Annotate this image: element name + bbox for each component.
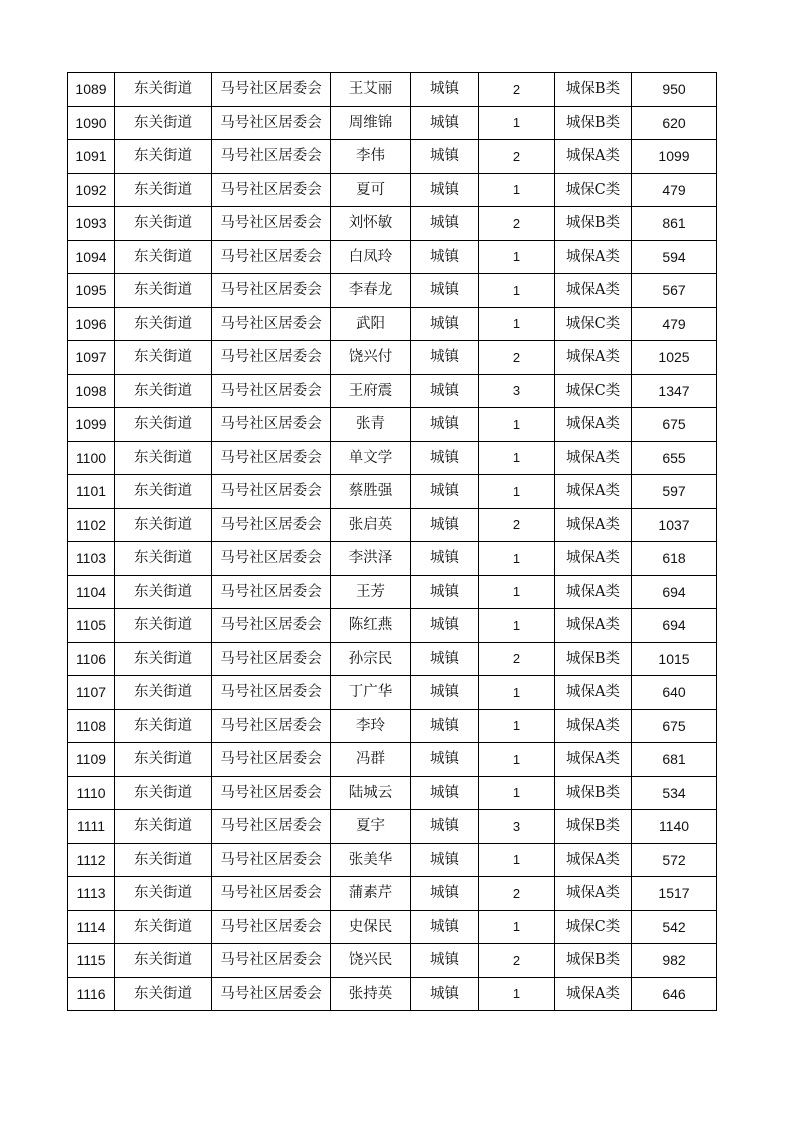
row-number-cell: 1097: [68, 341, 115, 375]
subdistrict-cell: 东关街道: [115, 508, 212, 542]
name-cell: 饶兴民: [331, 944, 411, 978]
area-type-cell: 城镇: [411, 441, 479, 475]
amount-cell: 479: [632, 307, 717, 341]
household-size-cell: 1: [479, 106, 555, 140]
name-cell: 饶兴付: [331, 341, 411, 375]
table-row: [68, 73, 717, 107]
community-cell: 马号社区居委会: [212, 575, 331, 609]
row-number-cell: 1105: [68, 609, 115, 643]
area-type-cell: 城镇: [411, 743, 479, 777]
row-number-cell: 1102: [68, 508, 115, 542]
household-size-cell: 1: [479, 441, 555, 475]
name-cell: 张青: [331, 408, 411, 442]
category-cell: 城保A类: [555, 140, 632, 174]
table-row: [68, 307, 717, 341]
category-cell: 城保A类: [555, 977, 632, 1011]
row-number-cell: 1113: [68, 877, 115, 911]
table-row: [68, 977, 717, 1011]
amount-cell: 618: [632, 542, 717, 576]
name-cell: 武阳: [331, 307, 411, 341]
subdistrict-cell: 东关街道: [115, 307, 212, 341]
subdistrict-cell: 东关街道: [115, 944, 212, 978]
household-size-cell: 3: [479, 374, 555, 408]
table-row: [68, 441, 717, 475]
household-size-cell: 2: [479, 877, 555, 911]
community-cell: 马号社区居委会: [212, 106, 331, 140]
category-cell: 城保B类: [555, 642, 632, 676]
table-row: [68, 609, 717, 643]
household-size-cell: 1: [479, 475, 555, 509]
community-cell: 马号社区居委会: [212, 810, 331, 844]
community-cell: 马号社区居委会: [212, 776, 331, 810]
community-cell: 马号社区居委会: [212, 274, 331, 308]
table-row: [68, 810, 717, 844]
amount-cell: 1025: [632, 341, 717, 375]
row-number-cell: 1114: [68, 910, 115, 944]
table-row: [68, 274, 717, 308]
community-cell: 马号社区居委会: [212, 977, 331, 1011]
area-type-cell: 城镇: [411, 508, 479, 542]
category-cell: 城保B类: [555, 73, 632, 107]
table-row: [68, 642, 717, 676]
row-number-cell: 1110: [68, 776, 115, 810]
subdistrict-cell: 东关街道: [115, 106, 212, 140]
community-cell: 马号社区居委会: [212, 709, 331, 743]
area-type-cell: 城镇: [411, 374, 479, 408]
amount-cell: 1517: [632, 877, 717, 911]
amount-cell: 640: [632, 676, 717, 710]
area-type-cell: 城镇: [411, 408, 479, 442]
household-size-cell: 1: [479, 843, 555, 877]
subdistrict-cell: 东关街道: [115, 441, 212, 475]
category-cell: 城保A类: [555, 240, 632, 274]
household-size-cell: 1: [479, 609, 555, 643]
row-number-cell: 1100: [68, 441, 115, 475]
category-cell: 城保C类: [555, 173, 632, 207]
name-cell: 张持英: [331, 977, 411, 1011]
amount-cell: 655: [632, 441, 717, 475]
table-row: [68, 709, 717, 743]
area-type-cell: 城镇: [411, 475, 479, 509]
area-type-cell: 城镇: [411, 709, 479, 743]
area-type-cell: 城镇: [411, 910, 479, 944]
name-cell: 李玲: [331, 709, 411, 743]
table-row: [68, 877, 717, 911]
community-cell: 马号社区居委会: [212, 676, 331, 710]
subdistrict-cell: 东关街道: [115, 73, 212, 107]
community-cell: 马号社区居委会: [212, 140, 331, 174]
household-size-cell: 1: [479, 575, 555, 609]
table-row: [68, 173, 717, 207]
subdistrict-cell: 东关街道: [115, 776, 212, 810]
household-size-cell: 2: [479, 73, 555, 107]
amount-cell: 646: [632, 977, 717, 1011]
area-type-cell: 城镇: [411, 776, 479, 810]
community-cell: 马号社区居委会: [212, 173, 331, 207]
household-size-cell: 1: [479, 542, 555, 576]
category-cell: 城保A类: [555, 542, 632, 576]
category-cell: 城保A类: [555, 408, 632, 442]
subdistrict-cell: 东关街道: [115, 609, 212, 643]
subdistrict-cell: 东关街道: [115, 173, 212, 207]
amount-cell: 1140: [632, 810, 717, 844]
table-body: [68, 73, 717, 1011]
subdistrict-cell: 东关街道: [115, 374, 212, 408]
row-number-cell: 1109: [68, 743, 115, 777]
row-number-cell: 1104: [68, 575, 115, 609]
area-type-cell: 城镇: [411, 106, 479, 140]
name-cell: 冯群: [331, 743, 411, 777]
category-cell: 城保A类: [555, 575, 632, 609]
category-cell: 城保A类: [555, 709, 632, 743]
area-type-cell: 城镇: [411, 843, 479, 877]
amount-cell: 1015: [632, 642, 717, 676]
category-cell: 城保B类: [555, 106, 632, 140]
amount-cell: 1099: [632, 140, 717, 174]
table-row: [68, 140, 717, 174]
community-cell: 马号社区居委会: [212, 944, 331, 978]
household-size-cell: 1: [479, 173, 555, 207]
community-cell: 马号社区居委会: [212, 475, 331, 509]
name-cell: 李伟: [331, 140, 411, 174]
household-size-cell: 2: [479, 207, 555, 241]
row-number-cell: 1106: [68, 642, 115, 676]
name-cell: 蒲素芹: [331, 877, 411, 911]
category-cell: 城保A类: [555, 441, 632, 475]
amount-cell: 681: [632, 743, 717, 777]
subdistrict-cell: 东关街道: [115, 676, 212, 710]
row-number-cell: 1111: [68, 810, 115, 844]
name-cell: 刘怀敏: [331, 207, 411, 241]
area-type-cell: 城镇: [411, 73, 479, 107]
community-cell: 马号社区居委会: [212, 743, 331, 777]
category-cell: 城保C类: [555, 374, 632, 408]
row-number-cell: 1099: [68, 408, 115, 442]
household-size-cell: 1: [479, 676, 555, 710]
category-cell: 城保A类: [555, 877, 632, 911]
subdistrict-cell: 东关街道: [115, 709, 212, 743]
row-number-cell: 1107: [68, 676, 115, 710]
amount-cell: 597: [632, 475, 717, 509]
row-number-cell: 1096: [68, 307, 115, 341]
row-number-cell: 1093: [68, 207, 115, 241]
household-size-cell: 2: [479, 508, 555, 542]
table-row: [68, 743, 717, 777]
row-number-cell: 1095: [68, 274, 115, 308]
area-type-cell: 城镇: [411, 676, 479, 710]
subdistrict-cell: 东关街道: [115, 274, 212, 308]
subdistrict-cell: 东关街道: [115, 910, 212, 944]
amount-cell: 567: [632, 274, 717, 308]
name-cell: 陆城云: [331, 776, 411, 810]
community-cell: 马号社区居委会: [212, 441, 331, 475]
table-row: [68, 106, 717, 140]
area-type-cell: 城镇: [411, 274, 479, 308]
table-row: [68, 575, 717, 609]
category-cell: 城保B类: [555, 810, 632, 844]
subdistrict-cell: 东关街道: [115, 542, 212, 576]
table-row: [68, 374, 717, 408]
name-cell: 白凤玲: [331, 240, 411, 274]
name-cell: 张启英: [331, 508, 411, 542]
household-size-cell: 1: [479, 910, 555, 944]
table-row: [68, 475, 717, 509]
name-cell: 史保民: [331, 910, 411, 944]
category-cell: 城保B类: [555, 944, 632, 978]
amount-cell: 675: [632, 408, 717, 442]
area-type-cell: 城镇: [411, 810, 479, 844]
table-row: [68, 542, 717, 576]
household-size-cell: 2: [479, 642, 555, 676]
table-row: [68, 843, 717, 877]
name-cell: 单文学: [331, 441, 411, 475]
table-row: [68, 910, 717, 944]
subdistrict-cell: 东关街道: [115, 877, 212, 911]
area-type-cell: 城镇: [411, 642, 479, 676]
community-cell: 马号社区居委会: [212, 642, 331, 676]
name-cell: 蔡胜强: [331, 475, 411, 509]
amount-cell: 620: [632, 106, 717, 140]
household-size-cell: 2: [479, 944, 555, 978]
name-cell: 王府震: [331, 374, 411, 408]
row-number-cell: 1108: [68, 709, 115, 743]
row-number-cell: 1092: [68, 173, 115, 207]
subdistrict-cell: 东关街道: [115, 843, 212, 877]
community-cell: 马号社区居委会: [212, 341, 331, 375]
subdistrict-cell: 东关街道: [115, 341, 212, 375]
table-row: [68, 508, 717, 542]
area-type-cell: 城镇: [411, 944, 479, 978]
amount-cell: 1347: [632, 374, 717, 408]
name-cell: 孙宗民: [331, 642, 411, 676]
area-type-cell: 城镇: [411, 140, 479, 174]
category-cell: 城保B类: [555, 776, 632, 810]
household-size-cell: 1: [479, 274, 555, 308]
community-cell: 马号社区居委会: [212, 240, 331, 274]
category-cell: 城保A类: [555, 676, 632, 710]
row-number-cell: 1094: [68, 240, 115, 274]
household-size-cell: 1: [479, 743, 555, 777]
row-number-cell: 1098: [68, 374, 115, 408]
subdistrict-cell: 东关街道: [115, 743, 212, 777]
row-number-cell: 1116: [68, 977, 115, 1011]
household-size-cell: 1: [479, 709, 555, 743]
name-cell: 陈红燕: [331, 609, 411, 643]
row-number-cell: 1115: [68, 944, 115, 978]
amount-cell: 675: [632, 709, 717, 743]
household-size-cell: 3: [479, 810, 555, 844]
amount-cell: 542: [632, 910, 717, 944]
household-size-cell: 1: [479, 776, 555, 810]
category-cell: 城保A类: [555, 508, 632, 542]
household-size-cell: 2: [479, 140, 555, 174]
subdistrict-cell: 东关街道: [115, 642, 212, 676]
table-row: [68, 240, 717, 274]
household-size-cell: 1: [479, 408, 555, 442]
subdistrict-cell: 东关街道: [115, 207, 212, 241]
row-number-cell: 1112: [68, 843, 115, 877]
row-number-cell: 1101: [68, 475, 115, 509]
name-cell: 王艾丽: [331, 73, 411, 107]
category-cell: 城保A类: [555, 609, 632, 643]
name-cell: 丁广华: [331, 676, 411, 710]
category-cell: 城保A类: [555, 475, 632, 509]
subdistrict-cell: 东关街道: [115, 810, 212, 844]
household-size-cell: 1: [479, 307, 555, 341]
community-cell: 马号社区居委会: [212, 843, 331, 877]
category-cell: 城保A类: [555, 274, 632, 308]
subdistrict-cell: 东关街道: [115, 475, 212, 509]
subdistrict-cell: 东关街道: [115, 240, 212, 274]
amount-cell: 861: [632, 207, 717, 241]
community-cell: 马号社区居委会: [212, 609, 331, 643]
amount-cell: 594: [632, 240, 717, 274]
area-type-cell: 城镇: [411, 341, 479, 375]
amount-cell: 694: [632, 575, 717, 609]
community-cell: 马号社区居委会: [212, 508, 331, 542]
row-number-cell: 1091: [68, 140, 115, 174]
area-type-cell: 城镇: [411, 307, 479, 341]
table-row: [68, 676, 717, 710]
subdistrict-cell: 东关街道: [115, 977, 212, 1011]
category-cell: 城保C类: [555, 910, 632, 944]
area-type-cell: 城镇: [411, 877, 479, 911]
household-size-cell: 1: [479, 240, 555, 274]
area-type-cell: 城镇: [411, 173, 479, 207]
area-type-cell: 城镇: [411, 207, 479, 241]
area-type-cell: 城镇: [411, 240, 479, 274]
community-cell: 马号社区居委会: [212, 877, 331, 911]
subdistrict-cell: 东关街道: [115, 140, 212, 174]
category-cell: 城保A类: [555, 843, 632, 877]
household-size-cell: 2: [479, 341, 555, 375]
amount-cell: 982: [632, 944, 717, 978]
name-cell: 李春龙: [331, 274, 411, 308]
table-row: [68, 207, 717, 241]
area-type-cell: 城镇: [411, 977, 479, 1011]
amount-cell: 694: [632, 609, 717, 643]
subdistrict-cell: 东关街道: [115, 575, 212, 609]
category-cell: 城保B类: [555, 207, 632, 241]
table-row: [68, 408, 717, 442]
community-cell: 马号社区居委会: [212, 374, 331, 408]
table-row: [68, 341, 717, 375]
category-cell: 城保A类: [555, 743, 632, 777]
community-cell: 马号社区居委会: [212, 207, 331, 241]
name-cell: 李洪泽: [331, 542, 411, 576]
table-row: [68, 944, 717, 978]
category-cell: 城保A类: [555, 341, 632, 375]
subdistrict-cell: 东关街道: [115, 408, 212, 442]
community-cell: 马号社区居委会: [212, 910, 331, 944]
community-cell: 马号社区居委会: [212, 307, 331, 341]
amount-cell: 479: [632, 173, 717, 207]
community-cell: 马号社区居委会: [212, 73, 331, 107]
row-number-cell: 1090: [68, 106, 115, 140]
table-row: [68, 776, 717, 810]
name-cell: 夏宇: [331, 810, 411, 844]
amount-cell: 1037: [632, 508, 717, 542]
name-cell: 周维锦: [331, 106, 411, 140]
amount-cell: 950: [632, 73, 717, 107]
amount-cell: 572: [632, 843, 717, 877]
household-size-cell: 1: [479, 977, 555, 1011]
amount-cell: 534: [632, 776, 717, 810]
name-cell: 王芳: [331, 575, 411, 609]
row-number-cell: 1103: [68, 542, 115, 576]
category-cell: 城保C类: [555, 307, 632, 341]
area-type-cell: 城镇: [411, 542, 479, 576]
area-type-cell: 城镇: [411, 609, 479, 643]
name-cell: 张美华: [331, 843, 411, 877]
name-cell: 夏可: [331, 173, 411, 207]
row-number-cell: 1089: [68, 73, 115, 107]
community-cell: 马号社区居委会: [212, 408, 331, 442]
area-type-cell: 城镇: [411, 575, 479, 609]
data-table: [67, 72, 717, 1011]
community-cell: 马号社区居委会: [212, 542, 331, 576]
